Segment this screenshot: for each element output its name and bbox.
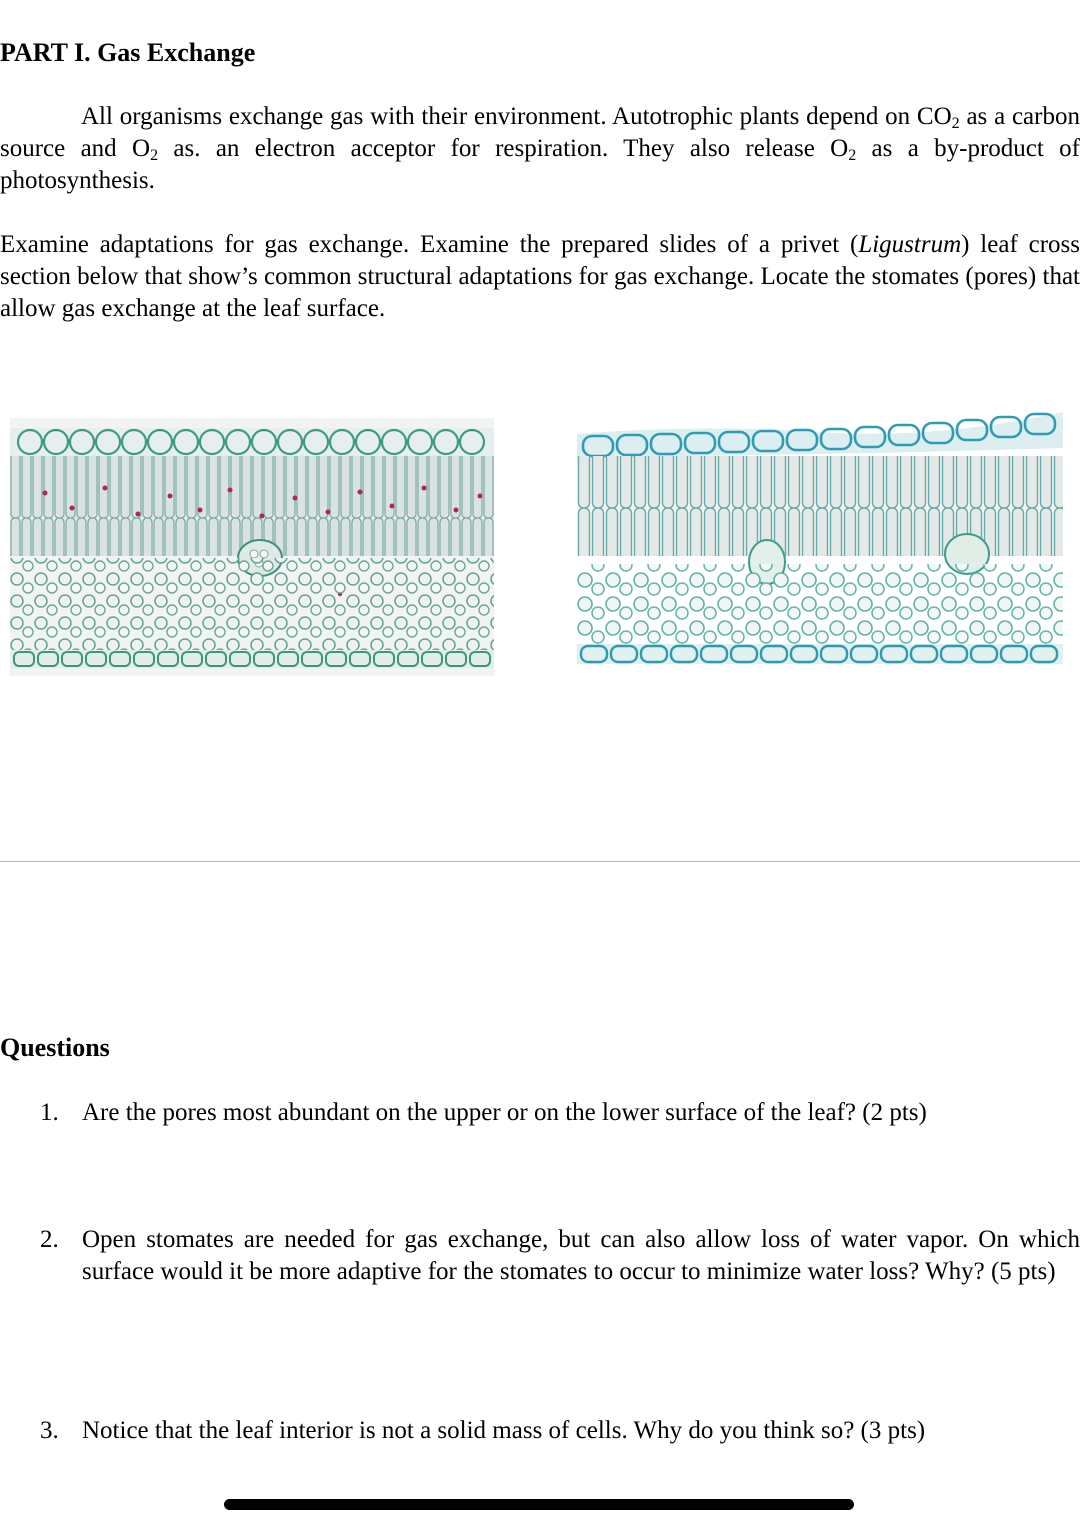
page-title: PART I. Gas Exchange [0,38,256,67]
question-item [0,1097,1080,1129]
examine-paragraph: Examine adaptations for gas exchange. Examine the prepared slides of a privet (Ligustrum) leaf cross section below that show’s common structural adaptations for gas exchange. Locate the stomates (pores) that allow gas exchange at the leaf surface. [0,231,1080,322]
question-item [0,1415,1080,1447]
section-divider [0,861,1080,862]
question-number: 3. [40,1417,59,1444]
questions-heading: Questions [0,1033,110,1062]
question-text: Notice that the leaf interior is not a solid mass of cells. Why do you think so? (3 pts) [82,1417,926,1444]
home-indicator-bar[interactable] [224,1499,854,1510]
question-number: 1. [40,1099,59,1126]
question-item [0,1224,1080,1288]
question-text: Open stomates are needed for gas exchange, but can also allow loss of water vapor. On which surface would it be more adaptive for the stomates to occur to minimize water loss? Why? (5 pts) [82,1226,1080,1285]
intro-paragraph: All organisms exchange gas with their environment. Autotrophic plants depend on $CO_2$ as a carbon source and $O_2$ as. an electron acceptor for respiration. They also release $O_2$ as a by-product of photosynthesis. [0,103,1080,194]
question-text: Are the pores most abundant on the upper or on the lower surface of the leaf? (2 pts) [82,1099,927,1126]
leaf-cross-section-image-left [10,418,494,676]
leaf-cross-section-image-right [577,404,1063,668]
question-number: 2. [40,1226,59,1253]
